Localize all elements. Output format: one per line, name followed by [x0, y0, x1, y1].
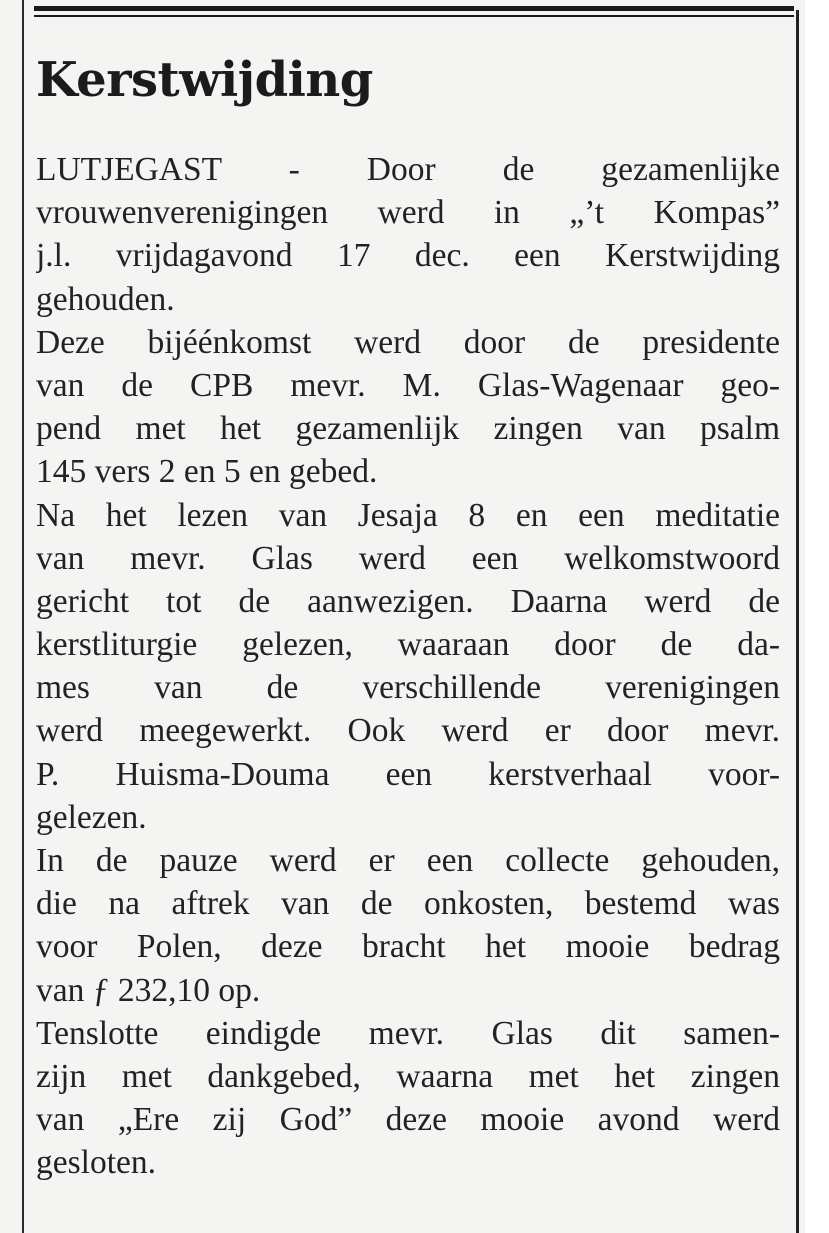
article-line: gesloten. — [36, 1144, 157, 1182]
article-line: gehouden. — [36, 280, 175, 318]
top-rule-thin — [34, 15, 794, 17]
article-line: 145 vers 2 en 5 en gebed. — [36, 453, 378, 491]
article-line: In de pauze werd er een collecte gehouden, — [36, 842, 780, 879]
article-line: van de CPB mevr. M. Glas-Wagenaar geo- — [36, 366, 780, 404]
article-line: Tenslotte eindigde mevr. Glas dit samen- — [36, 1014, 780, 1052]
top-rule — [34, 6, 794, 11]
article-line: pend met het gezamenlijk zingen van psalm — [36, 410, 780, 448]
article-line: gericht tot de aanwezigen. Daarna werd de — [36, 582, 780, 620]
article-line: gelezen. — [36, 798, 147, 836]
headline: Kerstwijding — [36, 52, 373, 108]
article-line: die na aftrek van de onkosten, bestemd was — [36, 885, 780, 923]
article-line: vrouwenverenigingen werd in „’t Kompas” — [36, 194, 780, 232]
article-line: Na het lezen van Jesaja 8 en een meditatie — [36, 496, 780, 534]
article-line: van ƒ 232,10 op. — [36, 971, 261, 1009]
clipping-margin — [805, 0, 829, 1233]
article-line: kerstliturgie gelezen, waaraan door de da- — [36, 626, 780, 664]
article-line: van mevr. Glas werd een welkomstwoord — [36, 539, 780, 577]
article-line: LUTJEGAST - Door de gezamenlijke — [36, 151, 780, 188]
clipping-left-edge — [22, 0, 24, 1233]
article-line: voor Polen, deze bracht het mooie bedrag — [36, 928, 780, 966]
article-line: P. Huisma-Douma een kerstverhaal voor- — [36, 755, 780, 793]
article-line: j.l. vrijdagavond 17 dec. een Kerstwijding — [36, 237, 780, 275]
article-line: van „Ere zij God” deze mooie avond werd — [36, 1101, 780, 1139]
article-line: werd meegewerkt. Ook werd er door mevr. — [36, 712, 780, 750]
article-line: Deze bijéénkomst werd door de presidente — [36, 323, 780, 361]
article-line: mes van de verschillende verenigingen — [36, 669, 780, 707]
article-line: zijn met dankgebed, waarna met het zingen — [36, 1057, 780, 1095]
article-body — [36, 148, 780, 1185]
clipping-right-edge — [796, 10, 799, 1233]
